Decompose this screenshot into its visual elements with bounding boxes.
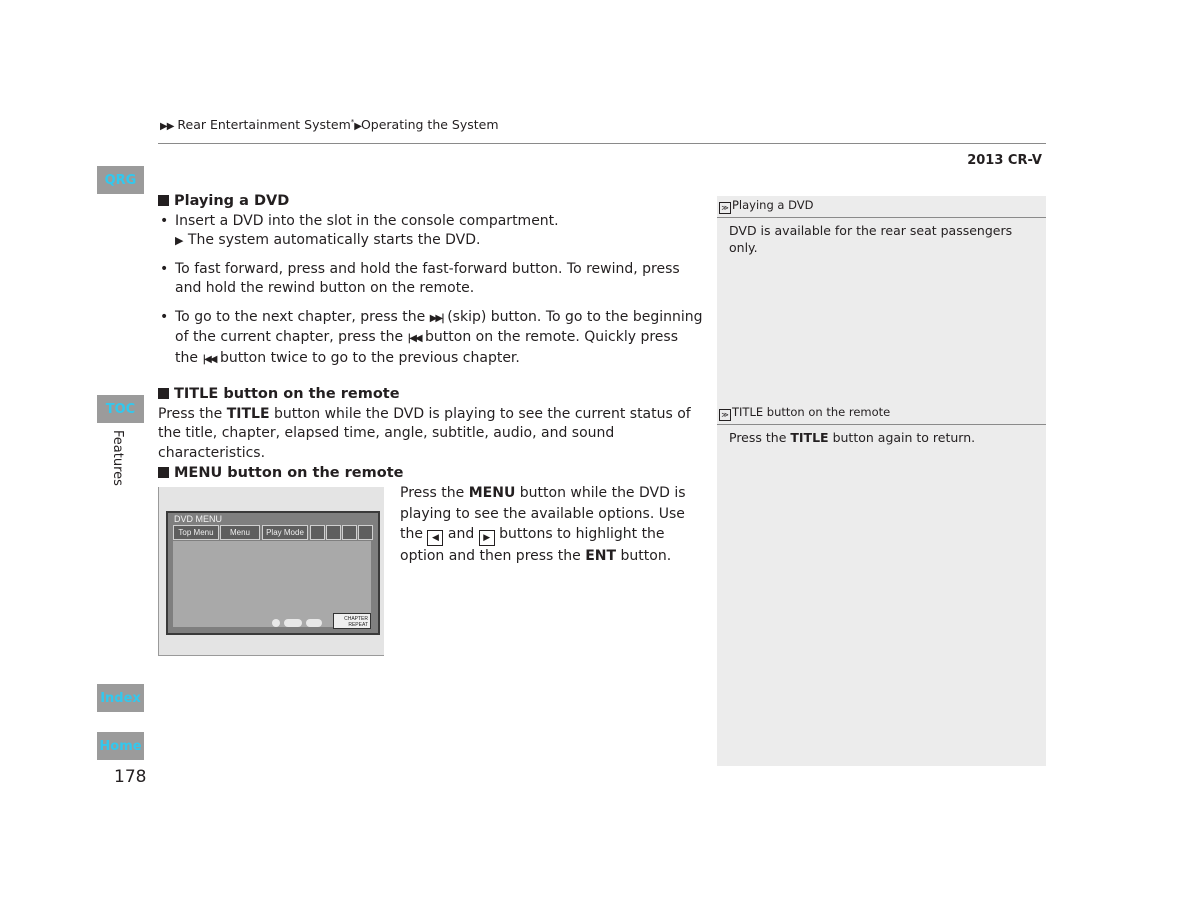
menu-paragraph: Press the MENU button while the DVD is playing to see the available options. Use the ◀ and ▶ buttons to highlight the option and then press the ENT button. (400, 485, 686, 564)
note-link-icon: ≫ (719, 409, 731, 421)
disc-icon (272, 619, 280, 627)
page-number: 178 (114, 767, 147, 787)
footnote-mark: * (350, 117, 355, 126)
header-divider (158, 143, 1046, 144)
play-icon (284, 619, 302, 627)
bullet-icon: • (160, 308, 169, 325)
screen-tab: Play Mode (262, 525, 308, 540)
title-heading: TITLE button on the remote (158, 385, 703, 405)
square-bullet-icon (158, 388, 169, 399)
right-arrow-icon: ▶ (479, 530, 495, 546)
breadcrumb (160, 117, 499, 132)
skip-back-icon: |◀◀ (407, 333, 421, 344)
arrow-icon: ▶ (175, 234, 184, 247)
bullet-icon: • (160, 212, 169, 229)
index-tab[interactable]: Index (97, 684, 144, 712)
menu-section (158, 464, 703, 484)
skip-back-icon: |◀◀ (202, 353, 216, 365)
left-arrow-icon: ◀ (427, 530, 443, 546)
list-item: • Insert a DVD into the slot in the console compartment. (158, 212, 703, 232)
title-paragraph: Press the TITLE button while the DVD is playing to see the current status of the title, chapter, elapsed time, angle, subtitle, audio, and sound characteristics. (158, 405, 691, 461)
dvd-screen (166, 511, 380, 635)
screen-icon-tab (342, 525, 357, 540)
qrg-tab[interactable]: QRG (97, 166, 144, 194)
model-label: 2013 CR-V (967, 153, 1042, 168)
bullet-icon: • (160, 260, 169, 277)
note-link-icon: ≫ (719, 202, 731, 214)
breadcrumb-arrow-icon: ▶▶ (160, 121, 174, 132)
square-bullet-icon (158, 195, 169, 206)
section-label: Features (110, 430, 125, 486)
status-icon (306, 619, 322, 627)
home-tab[interactable]: Home (97, 732, 144, 760)
screen-icon-tab (310, 525, 325, 540)
sidebar-notes (717, 196, 1046, 766)
list-item: • To fast forward, press and hold the fast-forward button. To rewind, press and hold the rewind button on the remote. (160, 260, 680, 296)
screen-icon-tab (358, 525, 373, 540)
square-bullet-icon (158, 467, 169, 478)
chapter-repeat-badge: CHAPTER REPEAT (333, 613, 371, 629)
note-heading[interactable]: ≫ Playing a DVD (717, 196, 1046, 218)
toc-tab[interactable]: TOC (97, 395, 144, 423)
screen-tab: Top Menu (173, 525, 219, 540)
breadcrumb-page: Operating the System (360, 117, 499, 132)
screen-icon-tab (326, 525, 341, 540)
note-heading[interactable]: ≫ TITLE button on the remote (717, 403, 1046, 425)
menu-heading: MENU button on the remote (158, 464, 703, 484)
playing-heading: Playing a DVD (158, 192, 703, 212)
screen-tab: Menu (220, 525, 260, 540)
dvd-menu-screenshot (158, 487, 384, 656)
list-subitem: ▶ The system automatically starts the DVD. (175, 232, 481, 248)
screen-title: DVD MENU (174, 514, 223, 524)
skip-forward-icon: ▶▶| (429, 312, 443, 324)
breadcrumb-arrow-icon: ▶ (354, 121, 361, 132)
note-body: Press the TITLE button again to return. (729, 430, 976, 445)
playing-section (158, 192, 703, 369)
breadcrumb-section[interactable]: Rear Entertainment System (177, 117, 351, 132)
list-item: • To go to the next chapter, press the ▶▶| (skip) button. To go to the beginning of the current chapter, press the |◀◀ button on the remote. Quickly press the |◀◀ button twice to go to the previous chapter. (160, 308, 703, 366)
note-body: DVD is available for the rear seat passengers only. (729, 223, 1013, 255)
title-section (158, 385, 703, 463)
